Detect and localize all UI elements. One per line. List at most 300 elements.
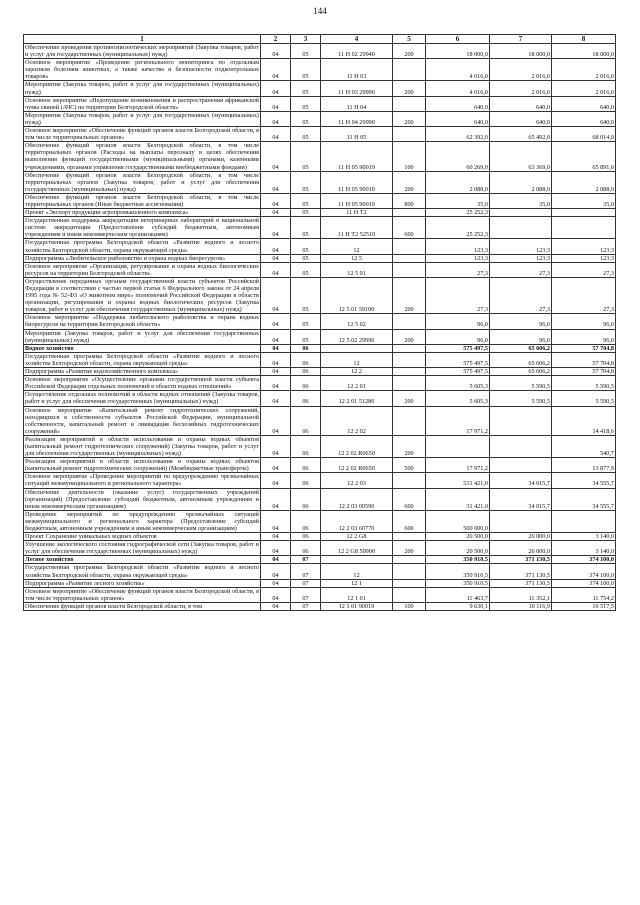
amount-year3-cell: 123,3 — [552, 239, 616, 254]
target-article-cell: 12 2 01 — [321, 376, 393, 391]
row-name-cell: Улучшение экологического состояния гидрографической сети (Закупка товаров, работ и услуг для обеспечения государственных (муниципальных) нужд) — [25, 541, 259, 556]
amount-year3-cell: 540,7 — [552, 435, 616, 457]
expense-type-cell: 200 — [393, 541, 426, 556]
amount-year1-cell: 531 421,0 — [426, 473, 490, 488]
amount-year2-cell: 371 130,5 — [490, 556, 552, 564]
row-name-cell: Государственная программа Белгородской области «Развитие водного и лесного хозяйства Белгородской области, охрана окружающей среды» — [25, 352, 259, 367]
table-row — [24, 127, 616, 142]
amount-year2-cell — [490, 435, 552, 457]
expense-type-cell — [393, 352, 426, 367]
target-article-cell: 12 2 01 51280 — [321, 391, 393, 406]
table-header-row — [24, 35, 616, 44]
amount-year3-cell: 123,3 — [552, 254, 616, 262]
target-article-cell: 11 Н 03 29990 — [321, 81, 393, 96]
amount-year2-cell: 26 000,0 — [490, 533, 552, 541]
target-article-cell: 12 — [321, 239, 393, 254]
section-code-cell: 04 — [261, 533, 291, 541]
amount-year3-cell: 640,0 — [552, 111, 616, 126]
amount-year1-cell: 575 497,5 — [426, 352, 490, 367]
amount-year1-cell: 31 421,0 — [426, 488, 490, 510]
row-name-cell: Обеспечение функций органов власти Белгородской области, в том числе территориальных органов (Расходы на выплаты персоналу в целях обеспечения выполнения функций государственными (муниципальными) органами, казенными учреждениями, органами управления государственными внебюджетными фондами) — [25, 142, 259, 171]
table-row — [24, 556, 616, 564]
section-code-cell: 04 — [261, 209, 291, 217]
subsection-code-cell: 05 — [291, 314, 321, 329]
section-code-cell: 04 — [261, 488, 291, 510]
amount-year2-cell — [490, 510, 552, 532]
table-row — [24, 44, 616, 59]
section-code-cell: 04 — [261, 142, 291, 171]
subsection-code-cell: 05 — [291, 262, 321, 277]
target-article-cell: 11 Н 03 — [321, 59, 393, 81]
subsection-code-cell: 05 — [291, 209, 321, 217]
page-number: 144 — [313, 6, 327, 16]
amount-year3-cell — [552, 217, 616, 239]
target-article-cell — [321, 344, 393, 352]
section-code-cell: 04 — [261, 473, 291, 488]
amount-year3-cell: 13 877,9 — [552, 458, 616, 473]
amount-year3-cell: 18 000,0 — [552, 44, 616, 59]
subsection-code-cell: 07 — [291, 556, 321, 564]
row-name-cell: Государственная программа Белгородской области «Развитие водного и лесного хозяйства Белгородской области, охрана окружающей среды» — [25, 239, 259, 254]
table-row — [24, 81, 616, 96]
amount-year2-cell: 2 016,0 — [490, 59, 552, 81]
amount-year3-cell: 11 754,2 — [552, 587, 616, 602]
subsection-code-cell: 07 — [291, 602, 321, 610]
table-row — [24, 376, 616, 391]
expense-type-cell — [393, 587, 426, 602]
section-code-cell: 04 — [261, 262, 291, 277]
amount-year2-cell: 65 492,0 — [490, 127, 552, 142]
amount-year2-cell: 2 088,0 — [490, 171, 552, 193]
section-code-cell: 04 — [261, 111, 291, 126]
table-row — [24, 59, 616, 81]
expense-type-cell — [393, 96, 426, 111]
amount-year1-cell: 640,0 — [426, 96, 490, 111]
amount-year1-cell: 350 910,5 — [426, 556, 490, 564]
row-name-cell: Проект Сохранение уникальных водных объектов — [24, 533, 261, 541]
amount-year1-cell: 35,0 — [426, 193, 490, 208]
subsection-code-cell: 06 — [291, 344, 321, 352]
subsection-code-cell: 06 — [291, 541, 321, 556]
table-row — [24, 533, 616, 541]
expense-type-cell — [393, 579, 426, 587]
section-code-cell: 04 — [261, 171, 291, 193]
subsection-code-cell: 06 — [291, 488, 321, 510]
amount-year3-cell: 374 100,0 — [552, 564, 616, 579]
table-row — [24, 171, 616, 193]
amount-year1-cell: 20 500,0 — [426, 533, 490, 541]
expense-type-cell — [393, 406, 426, 435]
amount-year1-cell: 60 269,0 — [426, 142, 490, 171]
subsection-code-cell: 05 — [291, 193, 321, 208]
amount-year2-cell: 65 606,2 — [490, 368, 552, 376]
amount-year2-cell — [490, 406, 552, 435]
row-name-cell: Мероприятия (Закупка товаров, работ и услуг для обеспечения государственных (муниципальных) нужд) — [25, 329, 259, 344]
amount-year1-cell: 575 497,5 — [426, 344, 490, 352]
amount-year1-cell: 96,0 — [426, 329, 490, 344]
header-cell: 1 — [24, 35, 261, 44]
table-row — [24, 254, 616, 262]
row-name-cell: Осуществление отдельных полномочий в области водных отношений (Закупка товаров, работ и услуг для обеспечения государственных (муниципальных) нужд) — [25, 391, 259, 406]
amount-year1-cell: 5 605,3 — [426, 391, 490, 406]
section-code-cell: 04 — [261, 254, 291, 262]
row-name-cell: Основное мероприятие «Капитальный ремонт гидротехнических сооружений, находящихся в собственности субъектов Российской Федерации, муниципальной собственности, капитальный ремонт и ликвидация бесхозяйных гидротехнических сооружений» — [25, 406, 259, 435]
subsection-code-cell: 05 — [291, 277, 321, 313]
expense-type-cell: 100 — [393, 602, 426, 610]
amount-year1-cell: 18 000,0 — [426, 44, 490, 59]
expense-type-cell — [393, 344, 426, 352]
target-article-cell: 12 2 03 60770 — [321, 510, 393, 532]
expense-type-cell — [393, 254, 426, 262]
amount-year2-cell: 640,0 — [490, 96, 552, 111]
target-article-cell: 11 Н Т2 — [321, 209, 393, 217]
amount-year2-cell: 371 130,5 — [490, 579, 552, 587]
amount-year3-cell: 3 140,0 — [552, 533, 616, 541]
row-name-cell: Государственная программа Белгородской области «Развитие водного и лесного хозяйства Белгородской области, охрана окружающей среды» — [25, 564, 259, 579]
expense-type-cell: 800 — [393, 193, 426, 208]
amount-year1-cell: 350 910,5 — [426, 579, 490, 587]
section-code-cell: 04 — [261, 391, 291, 406]
subsection-code-cell: 06 — [291, 435, 321, 457]
table-row — [24, 239, 616, 254]
amount-year3-cell: 34 555,7 — [552, 473, 616, 488]
amount-year2-cell: 5 590,5 — [490, 376, 552, 391]
amount-year2-cell: 10 116,9 — [490, 602, 552, 610]
amount-year3-cell: 2 088,0 — [552, 171, 616, 193]
expense-type-cell — [393, 556, 426, 564]
table-row — [24, 541, 616, 556]
row-name-cell: Основное мероприятие «Организация, регулирование и охрана водных биологических ресурсов на территории Белгородской области» — [25, 262, 259, 277]
expense-type-cell — [393, 262, 426, 277]
target-article-cell: 11 Н 04 — [321, 96, 393, 111]
row-name-cell: Обеспечение проведения противоэпизоотических мероприятий (Закупка товаров, работ и услуг для государственных (муниципальных) нужд) — [25, 44, 259, 59]
row-name-cell: Обеспечение функций органов власти Белгородской области, в том числе территориальных органов (Закупка товаров, работ и услуг для обеспечения государственных (муниципальных) нужд) — [25, 171, 259, 193]
amount-year3-cell: 65 891,0 — [552, 142, 616, 171]
amount-year3-cell: 640,0 — [552, 96, 616, 111]
target-article-cell: 11 Н 05 90019 — [321, 171, 393, 193]
expense-type-cell: 200 — [393, 81, 426, 96]
expense-type-cell: 600 — [393, 510, 426, 532]
expense-type-cell: 200 — [393, 111, 426, 126]
subsection-code-cell: 06 — [291, 510, 321, 532]
row-name-cell: Обеспечение функций органов власти Белгородской области, в том — [24, 602, 261, 610]
amount-year3-cell: 2 016,0 — [552, 59, 616, 81]
subsection-code-cell: 05 — [291, 217, 321, 239]
amount-year3-cell: 3 140,0 — [552, 541, 616, 556]
amount-year2-cell: 65 606,2 — [490, 344, 552, 352]
expense-type-cell — [393, 564, 426, 579]
row-name-cell: Проект «Экспорт продукции агропромышленного комплекса» — [24, 209, 261, 217]
subsection-code-cell: 06 — [291, 391, 321, 406]
table-row — [24, 314, 616, 329]
subsection-code-cell: 06 — [291, 368, 321, 376]
amount-year1-cell: 25 252,3 — [426, 217, 490, 239]
target-article-cell: 12 1 01 90019 — [321, 602, 393, 610]
expense-type-cell: 200 — [393, 277, 426, 313]
expense-type-cell: 600 — [393, 217, 426, 239]
subsection-code-cell: 05 — [291, 127, 321, 142]
expense-type-cell — [393, 209, 426, 217]
subsection-code-cell: 05 — [291, 254, 321, 262]
amount-year2-cell: 18 000,0 — [490, 44, 552, 59]
table-body — [24, 44, 616, 611]
subsection-code-cell: 05 — [291, 142, 321, 171]
table-row — [24, 564, 616, 579]
subsection-code-cell: 06 — [291, 376, 321, 391]
amount-year3-cell: 57 704,8 — [552, 368, 616, 376]
amount-year2-cell: 640,0 — [490, 111, 552, 126]
header-cell: 3 — [291, 35, 321, 44]
table-row — [24, 406, 616, 435]
subsection-code-cell: 06 — [291, 406, 321, 435]
amount-year3-cell: 374 100,0 — [552, 579, 616, 587]
subsection-code-cell: 07 — [291, 564, 321, 579]
amount-year2-cell: 27,3 — [490, 277, 552, 313]
amount-year2-cell: 371 130,5 — [490, 564, 552, 579]
target-article-cell: 12 — [321, 352, 393, 367]
amount-year3-cell — [552, 209, 616, 217]
target-article-cell: 12 2 02 R0650 — [321, 435, 393, 457]
section-code-cell: 04 — [261, 44, 291, 59]
section-code-cell: 04 — [261, 602, 291, 610]
table-row — [24, 142, 616, 171]
row-name-cell: Государственная поддержка аккредитации ветеринарных лабораторий в национальной системе аккредитации (Предоставление субсидий бюджетным, автономным учреждениям и иным некоммерческим организациям) — [25, 217, 259, 239]
subsection-code-cell: 07 — [291, 579, 321, 587]
amount-year1-cell: 4 016,0 — [426, 81, 490, 96]
row-name-cell: Осуществление переданных органам государственной власти субъектов Российской Федерации в соответствии с частью первой статьи 6 Федерального закона от 24 апреля 1995 года № 52-ФЗ «О животном мире» полномочий Российской Федерации в области организации, регулирования и охраны водных биологических ресурсов (Закупка товаров, работ и услуг для обеспечения государственных (муниципальных) нужд) — [25, 277, 259, 314]
table-row — [24, 193, 616, 208]
target-article-cell: 12 2 G8 50900 — [321, 541, 393, 556]
table-row — [24, 391, 616, 406]
section-code-cell: 04 — [261, 239, 291, 254]
header-cell: 2 — [261, 35, 291, 44]
table-row — [24, 458, 616, 473]
section-code-cell: 04 — [261, 59, 291, 81]
expense-type-cell — [393, 533, 426, 541]
amount-year2-cell: 26 000,0 — [490, 541, 552, 556]
target-article-cell: 11 Н Т2 52510 — [321, 217, 393, 239]
expense-type-cell — [393, 59, 426, 81]
amount-year3-cell: 27,3 — [552, 262, 616, 277]
target-article-cell: 12 2 02 — [321, 406, 393, 435]
target-article-cell: 12 1 — [321, 579, 393, 587]
row-name-cell: Основное мероприятие «Проведение регионального мониторинга по отдельным заразным болезням животных, а также качества и безопасности подконтрольных товаров» — [25, 59, 259, 81]
subsection-code-cell: 05 — [291, 329, 321, 344]
row-name-cell: Мероприятия (Закупка товаров, работ и услуг для государственных (муниципальных) нужд) — [25, 81, 259, 96]
subsection-code-cell: 05 — [291, 59, 321, 81]
amount-year3-cell: 96,0 — [552, 314, 616, 329]
amount-year1-cell: 123,3 — [426, 239, 490, 254]
amount-year1-cell — [426, 435, 490, 457]
subsection-code-cell: 05 — [291, 171, 321, 193]
amount-year2-cell: 96,0 — [490, 329, 552, 344]
amount-year1-cell: 17 971,2 — [426, 406, 490, 435]
target-article-cell: 11 Н 05 — [321, 127, 393, 142]
target-article-cell: 12 5 02 29990 — [321, 329, 393, 344]
amount-year1-cell: 25 252,3 — [426, 209, 490, 217]
amount-year2-cell: 35,0 — [490, 193, 552, 208]
section-code-cell: 04 — [261, 344, 291, 352]
amount-year1-cell: 350 910,5 — [426, 564, 490, 579]
target-article-cell: 11 Н 05 90019 — [321, 142, 393, 171]
section-code-cell: 04 — [261, 579, 291, 587]
target-article-cell: 12 2 — [321, 368, 393, 376]
amount-year3-cell: 14 418,6 — [552, 406, 616, 435]
table-row — [24, 368, 616, 376]
section-code-cell: 04 — [261, 277, 291, 313]
amount-year3-cell: 5 590,5 — [552, 376, 616, 391]
amount-year2-cell: 5 590,5 — [490, 391, 552, 406]
amount-year2-cell: 2 016,0 — [490, 81, 552, 96]
table-row — [24, 352, 616, 367]
amount-year1-cell: 500 000,0 — [426, 510, 490, 532]
amount-year2-cell: 34 015,7 — [490, 488, 552, 510]
subsection-code-cell: 05 — [291, 239, 321, 254]
section-code-cell: 04 — [261, 587, 291, 602]
amount-year1-cell: 11 463,7 — [426, 587, 490, 602]
amount-year1-cell: 9 630,1 — [426, 602, 490, 610]
row-name-cell: Основное мероприятие «Обеспечение функций органов власти Белгородской области, в том числе территориальных органов» — [25, 587, 259, 602]
target-article-cell: 11 Н 05 90019 — [321, 193, 393, 208]
header-cell: 7 — [490, 35, 552, 44]
row-name-cell: Подпрограмма «Любительское рыболовство и охрана водных биоресурсов» — [24, 254, 261, 262]
table-row — [24, 435, 616, 457]
amount-year1-cell: 640,0 — [426, 111, 490, 126]
expense-type-cell — [393, 127, 426, 142]
amount-year1-cell: 96,0 — [426, 314, 490, 329]
subsection-code-cell: 07 — [291, 587, 321, 602]
amount-year1-cell: 575 497,5 — [426, 368, 490, 376]
amount-year3-cell: 57 704,8 — [552, 344, 616, 352]
target-article-cell: 11 Н 02 29940 — [321, 44, 393, 59]
section-code-cell: 04 — [261, 352, 291, 367]
section-code-cell: 04 — [261, 435, 291, 457]
expense-type-cell: 100 — [393, 142, 426, 171]
amount-year1-cell: 2 088,0 — [426, 171, 490, 193]
subsection-code-cell: 05 — [291, 81, 321, 96]
section-code-cell: 04 — [261, 556, 291, 564]
amount-year2-cell: 65 606,2 — [490, 352, 552, 367]
table-row — [24, 209, 616, 217]
amount-year1-cell: 123,3 — [426, 254, 490, 262]
amount-year1-cell: 20 500,0 — [426, 541, 490, 556]
section-code-cell: 04 — [261, 510, 291, 532]
subsection-code-cell: 06 — [291, 352, 321, 367]
amount-year2-cell: 34 015,7 — [490, 473, 552, 488]
row-name-cell: Лесное хозяйство — [24, 556, 261, 564]
row-name-cell: Обеспечение функций органов власти Белгородской области, в том числе территориальных органов (Иные бюджетные ассигнования) — [25, 193, 259, 208]
target-article-cell: 12 2 03 00590 — [321, 488, 393, 510]
row-name-cell: Подпрограмма «Развитие водохозяйственного комплекса» — [24, 368, 261, 376]
amount-year3-cell: 374 100,0 — [552, 556, 616, 564]
section-code-cell: 04 — [261, 217, 291, 239]
subsection-code-cell: 06 — [291, 458, 321, 473]
amount-year1-cell: 17 971,2 — [426, 458, 490, 473]
amount-year2-cell: 11 352,1 — [490, 587, 552, 602]
section-code-cell: 04 — [261, 458, 291, 473]
target-article-cell — [321, 556, 393, 564]
section-code-cell: 04 — [261, 329, 291, 344]
amount-year3-cell: 2 016,0 — [552, 81, 616, 96]
amount-year3-cell: 27,3 — [552, 277, 616, 313]
target-article-cell: 12 2 02 R0650 — [321, 458, 393, 473]
target-article-cell: 12 2 03 — [321, 473, 393, 488]
header-cell: 6 — [426, 35, 490, 44]
amount-year3-cell: 57 704,8 — [552, 352, 616, 367]
expense-type-cell: 200 — [393, 329, 426, 344]
section-code-cell: 04 — [261, 564, 291, 579]
amount-year3-cell: 35,0 — [552, 193, 616, 208]
expense-type-cell — [393, 473, 426, 488]
amount-year2-cell: 63 369,0 — [490, 142, 552, 171]
section-code-cell: 04 — [261, 314, 291, 329]
target-article-cell: 12 1 01 — [321, 587, 393, 602]
expense-type-cell — [393, 239, 426, 254]
expense-type-cell: 500 — [393, 458, 426, 473]
table-row — [24, 473, 616, 488]
row-name-cell: Реализация мероприятий в области использования и охраны водных объектов (капитальный ремонт гидротехнических сооружений) (Закупка товаров, работ и услуг для обеспечения государственных (муниципальных) нужд) — [25, 435, 259, 458]
table-row — [24, 602, 616, 610]
amount-year3-cell: 68 014,0 — [552, 127, 616, 142]
subsection-code-cell: 05 — [291, 111, 321, 126]
row-name-cell: Реализация мероприятий в области использования и охраны водных объектов (капитальный ремонт гидротехнических сооружений) (Межбюджетные трансферты) — [25, 458, 259, 473]
row-name-cell: Основное мероприятие «Проведение мероприятий по предупреждению чрезвычайных ситуаций межмуниципального и регионального характера» — [25, 473, 259, 488]
row-name-cell: Подпрограмма «Развитие лесного хозяйства» — [24, 579, 261, 587]
table-row — [24, 329, 616, 344]
row-name-cell: Мероприятия (Закупка товаров, работ и услуг для государственных (муниципальных) нужд) — [25, 111, 259, 126]
header-cell: 8 — [552, 35, 616, 44]
section-code-cell: 04 — [261, 96, 291, 111]
amount-year2-cell — [490, 458, 552, 473]
row-name-cell: Основное мероприятие «Осуществление органами государственной власти субъекта Российской Федерации отдельных полномочий в области водных отношений» — [25, 376, 259, 391]
amount-year2-cell — [490, 217, 552, 239]
section-code-cell: 04 — [261, 127, 291, 142]
expense-type-cell: 200 — [393, 171, 426, 193]
row-name-cell: Основное мероприятие «Поддержка любительского рыболовства и охрана водных биоресурсов на территории Белгородской области» — [25, 314, 259, 329]
subsection-code-cell: 06 — [291, 533, 321, 541]
amount-year3-cell: 10 517,5 — [552, 602, 616, 610]
amount-year1-cell: 27,3 — [426, 277, 490, 313]
expense-type-cell: 200 — [393, 391, 426, 406]
target-article-cell: 11 Н 04 29990 — [321, 111, 393, 126]
amount-year2-cell — [490, 209, 552, 217]
table-row — [24, 488, 616, 510]
expense-type-cell: 200 — [393, 435, 426, 457]
table-row — [24, 579, 616, 587]
expense-type-cell: 600 — [393, 488, 426, 510]
amount-year3-cell: 96,0 — [552, 329, 616, 344]
expense-type-cell — [393, 376, 426, 391]
target-article-cell: 12 5 — [321, 254, 393, 262]
section-code-cell: 04 — [261, 193, 291, 208]
amount-year1-cell: 4 016,0 — [426, 59, 490, 81]
target-article-cell: 12 2 G8 — [321, 533, 393, 541]
budget-table — [23, 34, 616, 611]
table-row — [24, 344, 616, 352]
expense-type-cell — [393, 368, 426, 376]
subsection-code-cell: 06 — [291, 473, 321, 488]
target-article-cell: 12 5 01 59100 — [321, 277, 393, 313]
section-code-cell: 04 — [261, 368, 291, 376]
target-article-cell: 12 — [321, 564, 393, 579]
section-code-cell: 04 — [261, 81, 291, 96]
section-code-cell: 04 — [261, 406, 291, 435]
header-cell: 4 — [321, 35, 393, 44]
expense-type-cell — [393, 314, 426, 329]
amount-year1-cell: 27,3 — [426, 262, 490, 277]
amount-year3-cell — [552, 510, 616, 532]
table-row — [24, 111, 616, 126]
